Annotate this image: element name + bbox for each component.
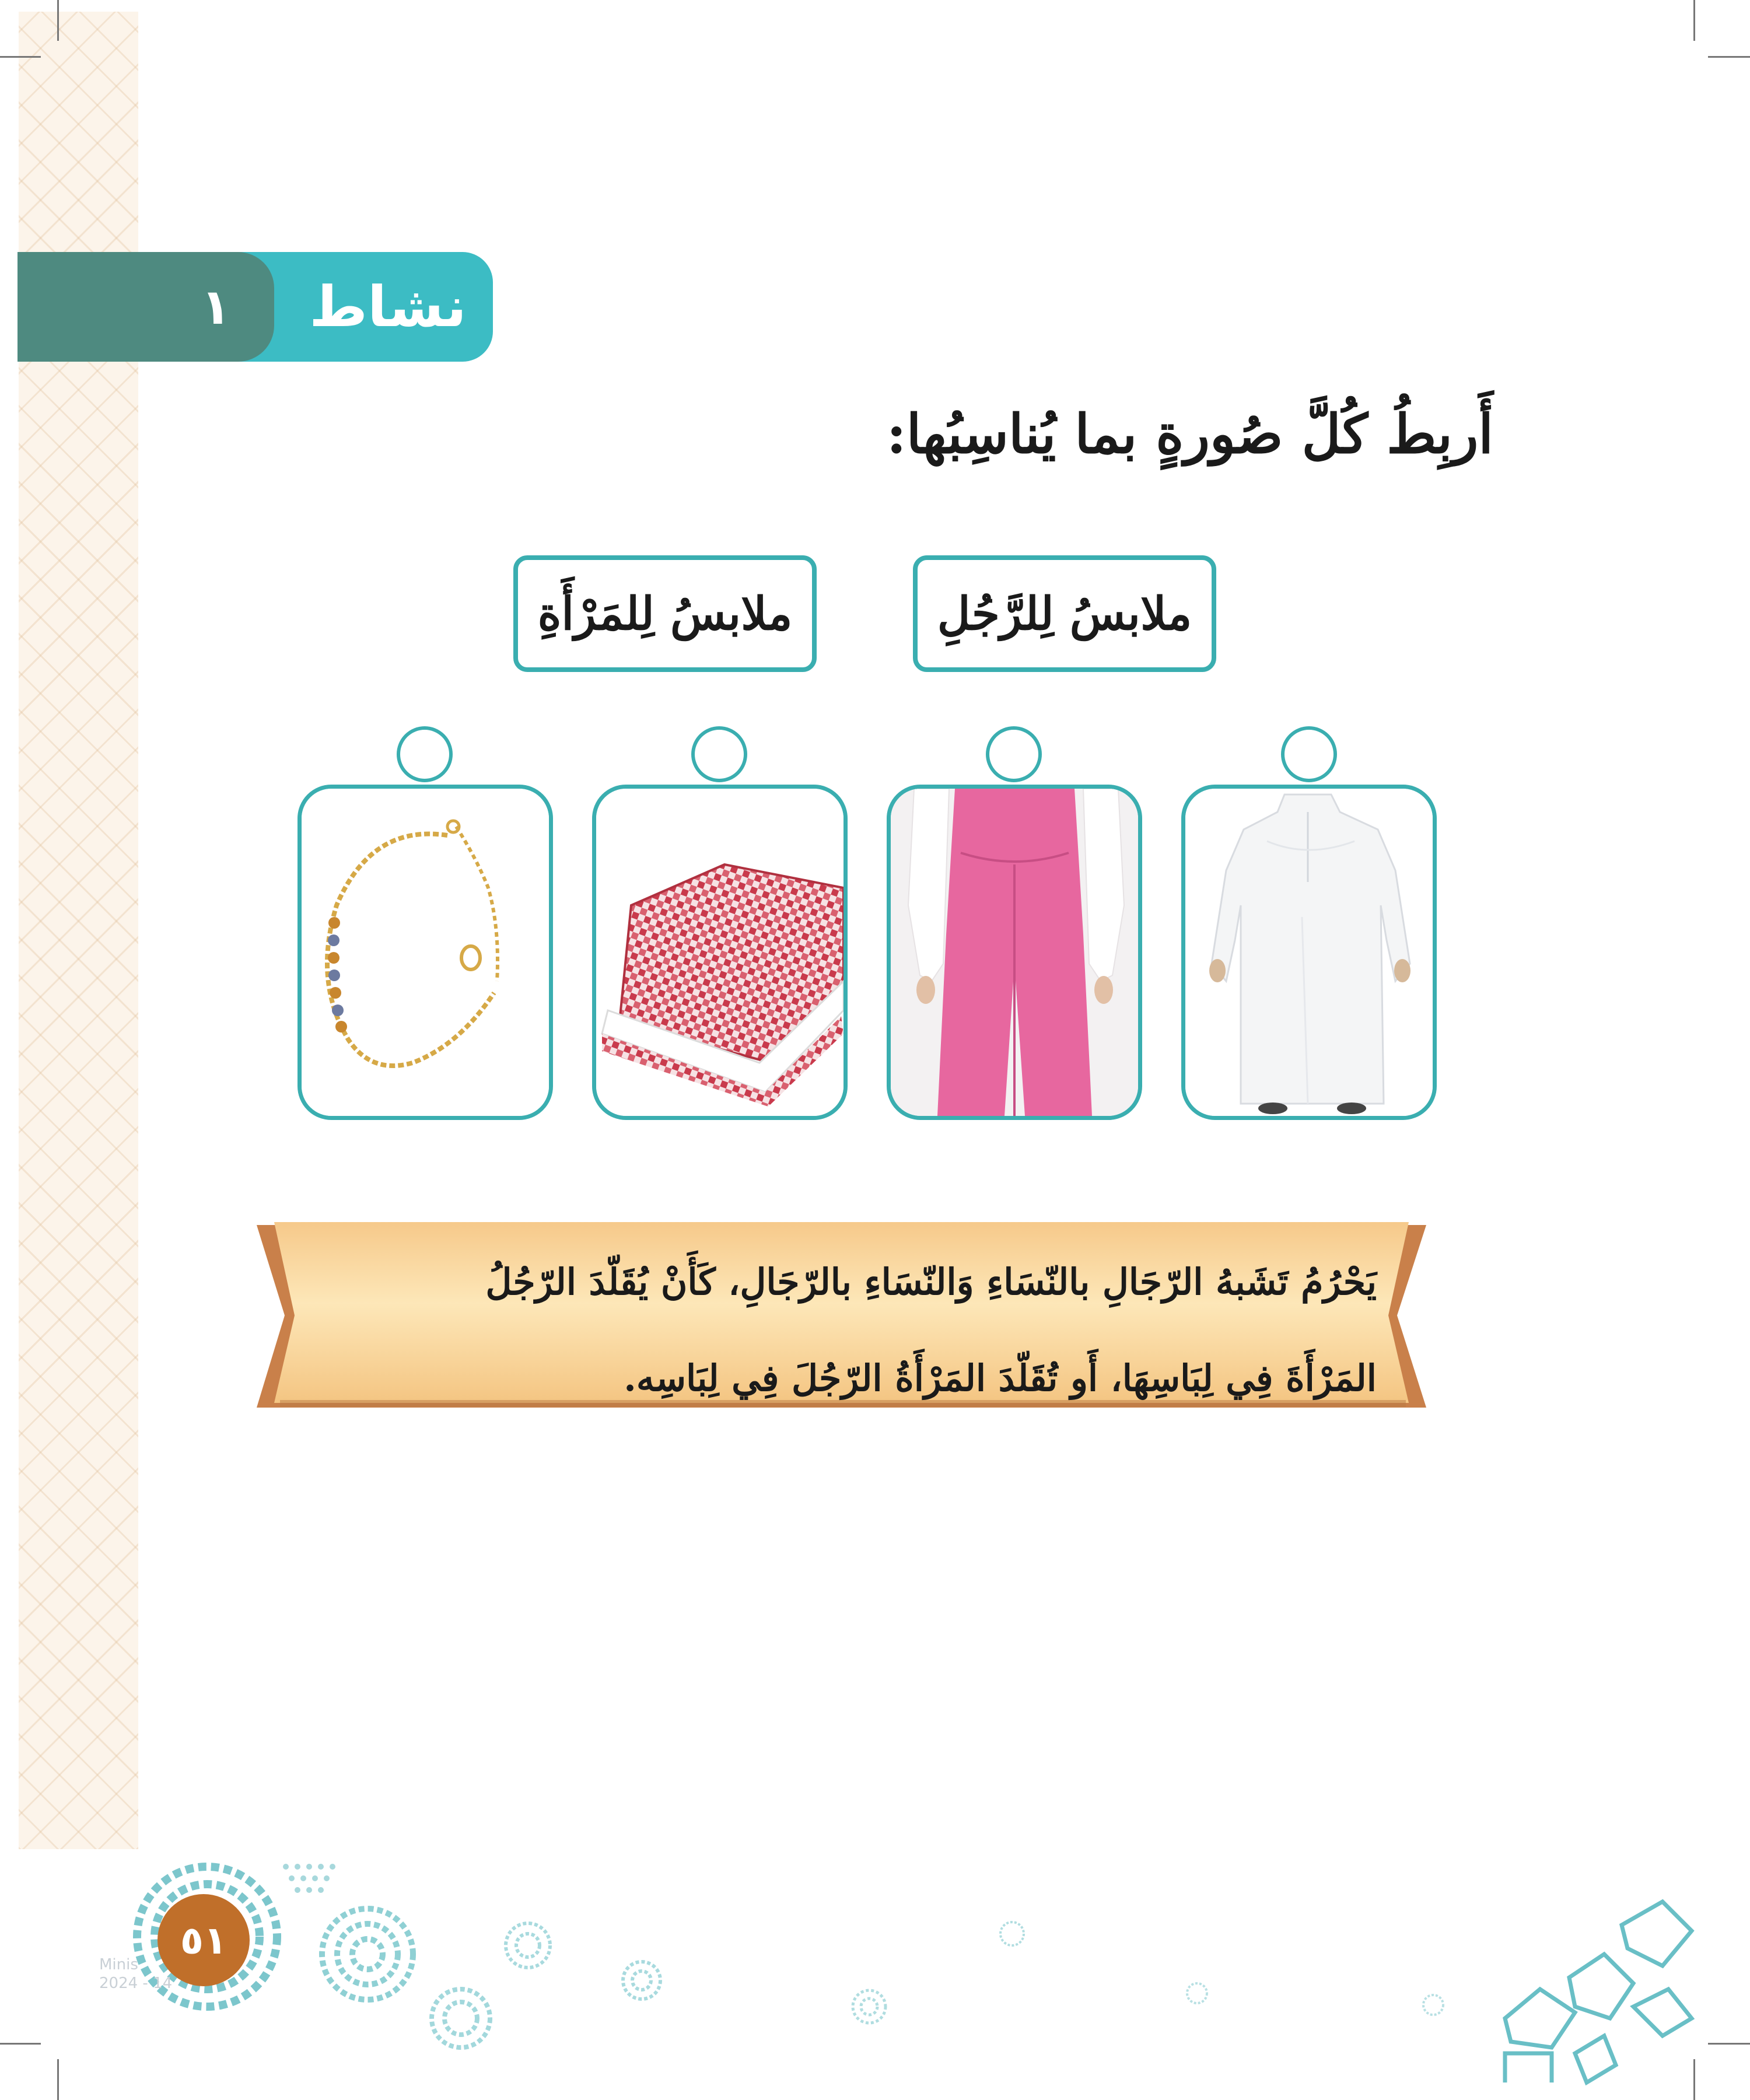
white-thobe-image bbox=[1185, 789, 1433, 1116]
category-men-clothes[interactable]: ملابسُ لِلرَّجُلِ bbox=[913, 555, 1216, 672]
note-text bbox=[315, 1234, 1377, 1403]
dot-pattern-ornament bbox=[280, 1861, 350, 1896]
category-women-clothes[interactable]: ملابسُ لِلمَرْأَةِ bbox=[513, 555, 817, 672]
rosette-ornament bbox=[998, 1919, 1027, 1948]
picture-card-shemagh[interactable] bbox=[592, 785, 848, 1120]
rosette-ornament bbox=[502, 1919, 554, 1972]
crop-mark bbox=[0, 2043, 41, 2045]
rosette-ornament bbox=[849, 1986, 890, 2027]
crop-mark bbox=[57, 0, 59, 41]
crop-mark bbox=[57, 2059, 59, 2100]
connector-circle[interactable] bbox=[397, 726, 453, 782]
geometric-corner-ornament bbox=[1499, 1890, 1698, 2088]
footer-line-1: Minis bbox=[99, 1956, 138, 1973]
rosette-ornament bbox=[315, 1902, 420, 2007]
crop-mark bbox=[1708, 2043, 1750, 2045]
rosette-ornament bbox=[426, 1983, 496, 2053]
page-number: ٥١ bbox=[158, 1894, 250, 1986]
activity-label: نشاط bbox=[309, 274, 467, 340]
gold-bracelet-image bbox=[302, 789, 549, 1116]
connector-circle[interactable] bbox=[691, 726, 747, 782]
rosette-ornament bbox=[1184, 1980, 1210, 2006]
picture-card-bracelet[interactable] bbox=[298, 785, 553, 1120]
crop-mark bbox=[1708, 56, 1750, 58]
footer-line-2: 2024 - 14 bbox=[99, 1975, 173, 1992]
picture-card-thobe[interactable] bbox=[1181, 785, 1437, 1120]
red-shemagh-image bbox=[596, 789, 844, 1116]
rosette-ornament bbox=[1420, 1992, 1446, 2018]
pink-jumpsuit-image bbox=[891, 789, 1138, 1116]
crop-mark bbox=[0, 56, 41, 58]
rosette-ornament bbox=[618, 1957, 665, 2004]
connector-circle[interactable] bbox=[986, 726, 1042, 782]
instruction-text: أَربِطُ كُلَّ صُورةٍ بما يُناسِبُها: bbox=[886, 402, 1493, 466]
activity-number: ١ bbox=[201, 278, 231, 335]
note-line-1: يَحْرُمُ تَشَبهُ الرّجَالِ بالنّسَاءِ وَالنّسَاءِ بالرّجَالِ، كَأَنْ يُقَلّدَ الرّجُلُ bbox=[485, 1261, 1377, 1303]
connector-circle[interactable] bbox=[1281, 726, 1337, 782]
footer-text bbox=[99, 1955, 172, 1993]
note-line-2: المَرْأَةَ فِي لِبَاسِهَا، أَو تُقَلّدَ المَرْأَةُ الرّجُلَ فِي لِبَاسِه. bbox=[624, 1357, 1377, 1399]
crop-mark bbox=[1693, 0, 1695, 41]
picture-card-jumpsuit[interactable] bbox=[887, 785, 1142, 1120]
